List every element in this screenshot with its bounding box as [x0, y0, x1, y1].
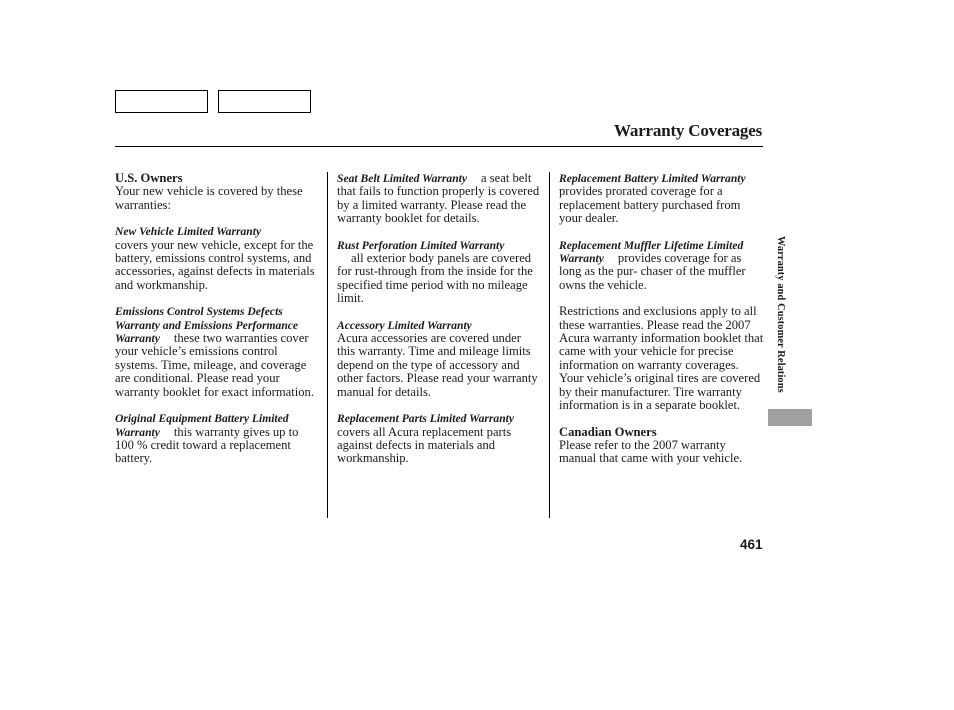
oe-battery-warranty-title: Original Equipment Battery Limited Warranty: [115, 412, 289, 439]
nav-main-menu-button[interactable]: [115, 90, 208, 113]
new-vehicle-warranty-title: New Vehicle Limited Warranty: [115, 225, 262, 239]
us-owners-section: [115, 172, 320, 212]
us-owners-intro: Your new vehicle is covered by these warranties:: [115, 184, 303, 212]
nav-index-button[interactable]: [218, 90, 311, 113]
muffler-warranty-title: Replacement Muffler Lifetime Limited Warranty: [559, 238, 744, 266]
emissions-warranty-text: these two warranties cover your vehicle’s emissions control systems. Time, mileage, and coverage are conditional. Please read your warranty booklet for exact information.: [115, 331, 314, 399]
battery-warranty: [559, 172, 764, 226]
title-divider: [115, 146, 763, 147]
canadian-owners-text: Please refer to the 2007 warranty manual that came with your vehicle.: [559, 437, 743, 466]
muffler-warranty: [559, 239, 764, 293]
emissions-warranty-title: Emissions Control Systems Defects Warranty and Emissions Performance Warranty: [115, 305, 299, 346]
muffler-warranty-text: provides coverage for as long as the pur- chaser of the muffler owns the vehicle.: [559, 251, 746, 292]
battery-warranty-title: Replacement Battery Limited Warranty: [559, 172, 746, 185]
canadian-owners-heading: Canadian Owners: [559, 424, 657, 439]
rust-warranty-text: all exterior body panels are covered for rust-through from the inside for the specified time period with no mileage limit.: [337, 251, 533, 306]
battery-warranty-text: provides prorated coverage for a replacement battery purchased from your dealer.: [559, 184, 741, 226]
rust-warranty-title: Rust Perforation Limited Warranty: [337, 238, 505, 252]
seat-belt-warranty-title: Seat Belt Limited Warranty: [337, 172, 468, 185]
new-vehicle-warranty-text: covers your new vehicle, except for the battery, emissions control systems, and accessories, against defects in materials and workmanship.: [115, 237, 315, 292]
accessory-warranty: [337, 319, 542, 399]
new-vehicle-warranty: [115, 225, 320, 292]
rust-warranty: [337, 239, 542, 306]
oe-battery-warranty: [115, 412, 320, 466]
canadian-owners-section: [559, 426, 764, 466]
section-side-label: Warranty and Customer Relations: [775, 236, 786, 393]
section-tab-marker[interactable]: [768, 409, 812, 426]
page-title: Warranty Coverages: [614, 121, 762, 140]
restrictions-paragraph: Restrictions and exclusions apply to all these warranties. Please read the 2007 Acura warranty information booklet that came with your vehicle for precise information on warranty coverages. Your vehicle’s original tires are covered by their manufacturer. Tire warranty information is in a separate booklet.: [559, 304, 764, 413]
column-3: [559, 172, 764, 479]
column-2: [337, 172, 542, 479]
column-divider-2: [549, 172, 550, 518]
column-1: [115, 172, 320, 479]
column-divider-1: [327, 172, 328, 518]
seat-belt-warranty: [337, 172, 542, 226]
oe-battery-warranty-text: this warranty gives up to 100 % credit toward a replacement battery.: [115, 424, 299, 466]
accessory-warranty-title: Accessory Limited Warranty: [337, 318, 472, 332]
parts-warranty-title: Replacement Parts Limited Warranty: [337, 412, 515, 426]
page-number: 461: [740, 537, 763, 552]
us-owners-heading: U.S. Owners: [115, 171, 183, 185]
parts-warranty: [337, 412, 542, 466]
parts-warranty-text: covers all Acura replacement parts against defects in materials and workmanship.: [337, 424, 512, 466]
seat-belt-warranty-text: a seat belt that fails to function properly is covered by a limited warranty. Please read the warranty booklet for details.: [337, 171, 540, 226]
accessory-warranty-text: Acura accessories are covered under this warranty. Time and mileage limits depend on the type of accessory and other factors. Please read your warranty manual for details.: [337, 331, 538, 399]
emissions-warranty: [115, 305, 320, 399]
